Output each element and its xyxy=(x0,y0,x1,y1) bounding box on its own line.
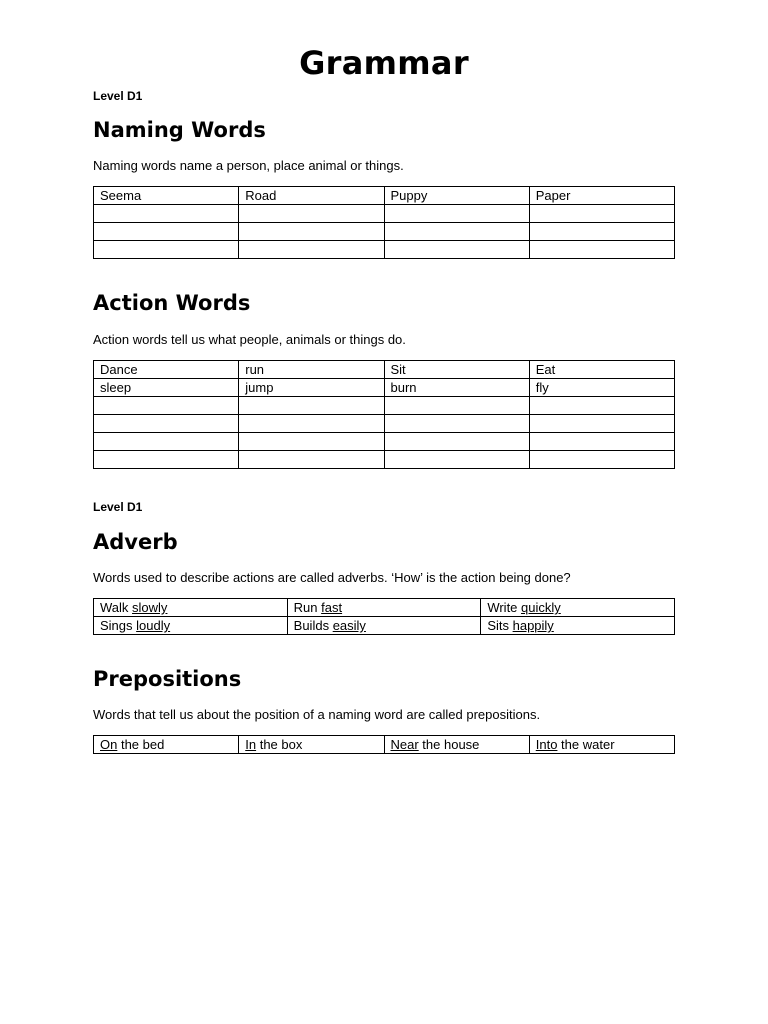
underlined-word: loudly xyxy=(136,618,171,633)
naming-words-row xyxy=(94,241,675,259)
table-cell xyxy=(239,736,384,754)
table-cell xyxy=(94,415,239,433)
underlined-word: Near xyxy=(390,737,419,752)
table-cell xyxy=(287,617,481,635)
table-cell xyxy=(529,433,674,451)
cell-text: the house xyxy=(418,737,480,752)
table-cell xyxy=(481,599,675,617)
table-cell xyxy=(529,205,674,223)
table-cell: jump xyxy=(239,379,384,397)
action-words-row xyxy=(94,379,675,397)
naming-words-row xyxy=(94,187,675,205)
underlined-word: On xyxy=(100,737,118,752)
table-cell: Paper xyxy=(529,187,674,205)
action-words-row xyxy=(94,433,675,451)
cell-text: Sits xyxy=(487,618,513,633)
table-cell xyxy=(529,241,674,259)
table-cell: Puppy xyxy=(384,187,529,205)
table-cell xyxy=(94,397,239,415)
table-cell xyxy=(529,397,674,415)
prepositions-table xyxy=(93,735,675,754)
table-cell: sleep xyxy=(94,379,239,397)
naming-words-table xyxy=(93,186,675,259)
table-cell xyxy=(384,736,529,754)
table-cell xyxy=(481,617,675,635)
action-words-row xyxy=(94,397,675,415)
table-cell xyxy=(384,433,529,451)
table-cell: Road xyxy=(239,187,384,205)
table-cell xyxy=(384,205,529,223)
table-cell xyxy=(529,736,674,754)
table-cell xyxy=(529,223,674,241)
table-cell xyxy=(94,433,239,451)
underlined-word: happily xyxy=(512,618,554,633)
naming-words-heading: Naming Words xyxy=(93,118,266,142)
underlined-word: fast xyxy=(321,600,343,615)
page-title: Grammar xyxy=(299,44,469,82)
table-cell: burn xyxy=(384,379,529,397)
table-cell: Dance xyxy=(94,361,239,379)
naming-words-row xyxy=(94,223,675,241)
table-cell xyxy=(384,397,529,415)
cell-text: Write xyxy=(487,600,522,615)
table-cell xyxy=(239,433,384,451)
table-cell xyxy=(384,241,529,259)
table-cell: Sit xyxy=(384,361,529,379)
table-cell xyxy=(239,451,384,469)
cell-text: Sings xyxy=(100,618,137,633)
action-words-description: Action words tell us what people, animals or things do. xyxy=(93,332,406,347)
underlined-word: In xyxy=(245,737,257,752)
table-cell: Seema xyxy=(94,187,239,205)
table-cell: Eat xyxy=(529,361,674,379)
naming-words-description: Naming words name a person, place animal or things. xyxy=(93,158,404,173)
adverb-table xyxy=(93,598,675,635)
prepositions-row xyxy=(94,736,675,754)
table-cell xyxy=(529,451,674,469)
cell-text: Walk xyxy=(100,600,133,615)
table-cell xyxy=(239,241,384,259)
table-cell xyxy=(239,397,384,415)
level-label-mid: Level D1 xyxy=(93,500,143,514)
underlined-word: quickly xyxy=(521,600,561,615)
table-cell xyxy=(384,415,529,433)
cell-text: Run xyxy=(293,600,322,615)
prepositions-description: Words that tell us about the position of a naming word are called prepositions. xyxy=(93,707,541,722)
action-words-heading: Action Words xyxy=(93,291,251,315)
table-cell xyxy=(239,415,384,433)
prepositions-heading: Prepositions xyxy=(93,667,242,691)
adverb-description: Words used to describe actions are called adverbs. ‘How’ is the action being done? xyxy=(93,570,571,585)
cell-text: the bed xyxy=(117,737,165,752)
cell-text: the water xyxy=(557,737,615,752)
cell-text: Builds xyxy=(293,618,333,633)
adverb-row xyxy=(94,617,675,635)
cell-text: the box xyxy=(256,737,303,752)
table-cell: fly xyxy=(529,379,674,397)
adverb-row xyxy=(94,599,675,617)
table-cell xyxy=(94,736,239,754)
action-words-table xyxy=(93,360,675,469)
action-words-row xyxy=(94,451,675,469)
table-cell xyxy=(94,599,288,617)
action-words-row xyxy=(94,415,675,433)
table-cell xyxy=(94,617,288,635)
level-label-top: Level D1 xyxy=(93,89,143,103)
table-cell xyxy=(94,223,239,241)
table-cell xyxy=(94,241,239,259)
table-cell xyxy=(239,223,384,241)
table-cell: run xyxy=(239,361,384,379)
underlined-word: Into xyxy=(535,737,558,752)
table-cell xyxy=(384,223,529,241)
action-words-row xyxy=(94,361,675,379)
underlined-word: slowly xyxy=(132,600,168,615)
table-cell xyxy=(94,205,239,223)
table-cell xyxy=(384,451,529,469)
table-cell xyxy=(239,205,384,223)
table-cell xyxy=(287,599,481,617)
table-cell xyxy=(529,415,674,433)
adverb-heading: Adverb xyxy=(93,530,178,554)
naming-words-row xyxy=(94,205,675,223)
table-cell xyxy=(94,451,239,469)
underlined-word: easily xyxy=(332,618,366,633)
